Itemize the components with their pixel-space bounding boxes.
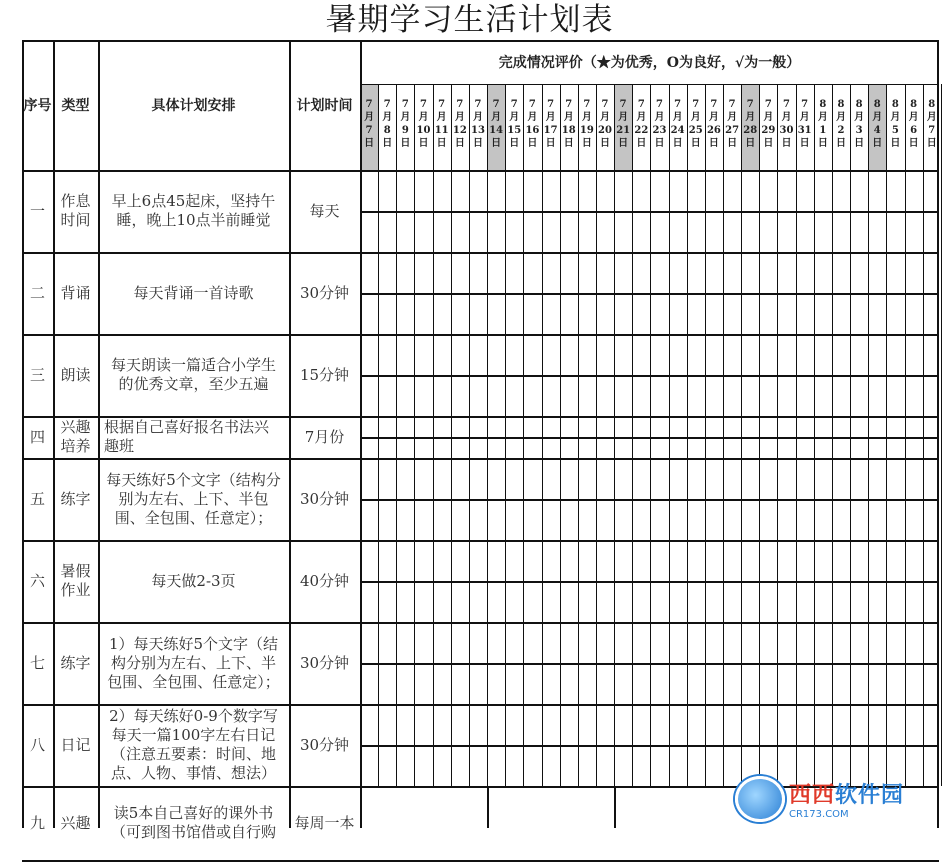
date-month: 7 [565, 99, 573, 110]
date-day: 9 [401, 125, 409, 136]
date-char: 日 [418, 138, 429, 149]
row-border [22, 704, 939, 706]
date-header [886, 84, 904, 170]
date-header [451, 84, 469, 170]
date-char: 月 [418, 112, 429, 123]
date-header [650, 84, 668, 170]
date-char: 日 [545, 138, 556, 149]
date-header [487, 84, 505, 170]
date-header [360, 84, 378, 170]
date-column-border [433, 84, 434, 786]
date-day: 22 [634, 125, 649, 136]
row-time: 每周一本 [294, 813, 355, 832]
date-header [832, 84, 850, 170]
date-day: 7 [928, 125, 936, 136]
row-type: 暑假作业 [60, 562, 91, 599]
date-char: 日 [690, 138, 701, 149]
date-day: 20 [598, 125, 612, 136]
date-char: 日 [436, 138, 447, 149]
date-header [669, 84, 687, 170]
watermark-domain: CR173.COM [789, 809, 849, 820]
date-char: 月 [763, 112, 774, 123]
date-column-border [868, 84, 869, 786]
date-month: 7 [456, 99, 464, 110]
date-month: 7 [365, 99, 373, 110]
date-char: 日 [908, 138, 919, 149]
date-column-border [505, 84, 506, 786]
date-char: 月 [835, 112, 846, 123]
date-char: 月 [727, 112, 738, 123]
date-char: 月 [636, 112, 647, 123]
date-char: 日 [745, 138, 756, 149]
date-char: 月 [708, 112, 719, 123]
date-column-border [523, 84, 524, 786]
date-day: 7 [365, 125, 373, 136]
row-time: 15分钟 [299, 365, 350, 384]
date-day: 25 [688, 125, 703, 136]
row-border [22, 252, 939, 254]
date-header [759, 84, 777, 170]
row-time: 30分钟 [299, 653, 350, 672]
date-column-border [796, 84, 797, 786]
row-border [22, 622, 939, 624]
date-char: 月 [690, 112, 701, 123]
date-header [814, 84, 832, 170]
date-char: 日 [618, 138, 629, 149]
date-column-border [560, 84, 561, 786]
date-char: 日 [563, 138, 574, 149]
row-seq: 五 [29, 489, 45, 508]
date-month: 7 [674, 99, 682, 110]
date-month: 7 [746, 99, 754, 110]
row-type: 兴趣培养 [60, 418, 91, 455]
date-header [578, 84, 596, 170]
date-char: 日 [472, 138, 483, 149]
date-month: 8 [873, 99, 881, 110]
date-day: 16 [525, 125, 540, 136]
date-month: 7 [492, 99, 500, 110]
date-header [560, 84, 578, 170]
date-header [596, 84, 614, 170]
date-column-border [650, 84, 651, 786]
date-char: 月 [817, 112, 828, 123]
date-day: 5 [891, 125, 899, 136]
date-month: 7 [764, 99, 772, 110]
date-char: 月 [454, 112, 465, 123]
row-seq: 四 [29, 427, 45, 446]
date-day: 4 [873, 125, 881, 136]
date-char: 月 [654, 112, 665, 123]
date-column-border [705, 84, 706, 786]
date-header [777, 84, 795, 170]
date-day: 31 [797, 125, 812, 136]
date-day: 28 [743, 125, 758, 136]
row-plan: 1）每天练好5个文字（结构分别为左右、上下、半包围、全包围、任意定）； [107, 634, 280, 691]
date-month: 7 [438, 99, 446, 110]
watermark [735, 775, 935, 823]
date-day: 26 [706, 125, 721, 136]
date-day: 1 [819, 125, 827, 136]
row-plan: 根据自己喜好报名书法兴趣班 [104, 418, 270, 455]
row-time: 30分钟 [299, 283, 350, 302]
date-header [414, 84, 432, 170]
date-header [542, 84, 560, 170]
date-char: 月 [745, 112, 756, 123]
date-char: 日 [890, 138, 901, 149]
date-day: 13 [471, 125, 485, 136]
date-day: 18 [561, 125, 576, 136]
date-char: 月 [563, 112, 574, 123]
header-seq: 序号 [23, 98, 52, 114]
row-seq: 七 [29, 653, 45, 672]
date-char: 日 [799, 138, 810, 149]
row-plan: 读5本自己喜好的课外书（可到图书馆借或自行购 [110, 804, 276, 841]
row-border [22, 540, 939, 542]
date-char: 月 [926, 112, 937, 123]
date-column-border [487, 84, 488, 786]
date-char: 日 [835, 138, 846, 149]
date-char: 月 [436, 112, 447, 123]
date-header [905, 84, 923, 170]
date-header [741, 84, 759, 170]
date-day: 15 [507, 125, 522, 136]
date-column-border [777, 84, 778, 786]
date-month: 7 [692, 99, 700, 110]
row-type: 练字 [60, 489, 91, 508]
date-header [796, 84, 814, 170]
row-plan: 每天做2-3页 [151, 571, 236, 590]
row-seq: 二 [29, 283, 45, 302]
date-header [469, 84, 487, 170]
date-char: 日 [454, 138, 465, 149]
row-border [22, 416, 939, 418]
date-char: 月 [908, 112, 919, 123]
table-right-border [937, 40, 939, 828]
date-char: 日 [382, 138, 393, 149]
date-day: 27 [725, 125, 740, 136]
date-header [614, 84, 632, 170]
date-char: 月 [672, 112, 683, 123]
row-border [22, 458, 939, 460]
date-header [523, 84, 541, 170]
row-seq: 一 [29, 201, 45, 220]
date-header [378, 84, 396, 170]
date-month: 7 [619, 99, 627, 110]
date-char: 月 [890, 112, 901, 123]
date-char: 月 [491, 112, 502, 123]
date-column-border [723, 84, 724, 786]
column-border [360, 40, 362, 828]
date-char: 月 [364, 112, 375, 123]
date-column-border [451, 84, 452, 786]
row-plan: 每天练好5个文字（结构分别为左右、上下、半包围、全包围、任意定）； [106, 470, 281, 527]
row-time: 30分钟 [299, 735, 350, 754]
date-char: 日 [509, 138, 520, 149]
date-month: 7 [783, 99, 790, 110]
date-column-border [923, 84, 924, 786]
date-header [505, 84, 523, 170]
date-column-border [759, 84, 760, 786]
date-month: 8 [855, 99, 863, 110]
page-title: 暑期学习生活计划表 [325, 2, 614, 38]
date-char: 月 [545, 112, 556, 123]
date-day: 19 [579, 125, 594, 136]
week-column-border [614, 786, 616, 828]
row-seq: 九 [29, 813, 45, 832]
date-month: 7 [655, 99, 663, 110]
date-header [632, 84, 650, 170]
date-column-border [632, 84, 633, 786]
date-day: 24 [670, 125, 685, 136]
date-char: 日 [491, 138, 502, 149]
date-column-border [614, 84, 615, 786]
row-border [22, 334, 939, 336]
date-column-border [469, 84, 470, 786]
date-day: 30 [779, 125, 794, 136]
date-month: 7 [547, 99, 555, 110]
header-eval: 完成情况评价（★为优秀，O为良好，√为一般） [498, 55, 801, 71]
row-time: 7月份 [304, 427, 345, 446]
row-type: 兴趣 [60, 813, 91, 832]
table-top-border [22, 40, 939, 42]
date-char: 日 [727, 138, 738, 149]
date-char: 月 [854, 112, 865, 123]
column-border [22, 40, 24, 828]
date-char: 月 [509, 112, 520, 123]
row-type: 作息时间 [60, 192, 91, 229]
date-char: 日 [763, 138, 774, 149]
row-plan: 每天朗读一篇适合小学生的优秀文章，至少五遍 [110, 356, 276, 393]
date-char: 日 [672, 138, 683, 149]
date-char: 日 [600, 138, 610, 149]
date-day: 29 [761, 125, 776, 136]
date-char: 日 [854, 138, 865, 149]
date-column-border [850, 84, 851, 786]
row-time: 每天 [309, 201, 340, 220]
date-day: 21 [616, 125, 631, 136]
date-month: 7 [601, 99, 609, 110]
header-type: 类型 [61, 98, 90, 114]
date-day: 23 [652, 125, 667, 136]
header-time: 计划时间 [296, 98, 353, 114]
date-char: 日 [364, 138, 375, 149]
date-month: 7 [583, 99, 591, 110]
row-seq: 六 [29, 571, 45, 590]
column-border [289, 40, 291, 828]
column-border [53, 40, 55, 828]
date-column-border [886, 84, 887, 786]
date-column-border [596, 84, 597, 786]
date-header [705, 84, 723, 170]
date-month: 8 [819, 99, 827, 110]
date-month: 7 [801, 99, 809, 110]
date-month: 8 [891, 99, 899, 110]
date-char: 月 [872, 112, 883, 123]
date-month: 8 [837, 99, 845, 110]
row-type: 背诵 [60, 283, 91, 302]
date-char: 日 [581, 138, 592, 149]
date-char: 月 [400, 112, 411, 123]
date-month: 7 [401, 99, 409, 110]
date-char: 月 [618, 112, 629, 123]
date-char: 日 [636, 138, 647, 149]
row-border [22, 170, 939, 172]
date-char: 月 [600, 112, 610, 123]
date-header [850, 84, 868, 170]
column-border [98, 40, 100, 828]
date-day: 8 [383, 125, 391, 136]
date-month: 7 [420, 99, 427, 110]
week-column-border [487, 786, 489, 828]
date-column-border [414, 84, 415, 786]
row-plan: 早上6点45起床，坚持午睡，晚上10点半前睡觉 [111, 192, 276, 229]
date-char: 日 [817, 138, 828, 149]
date-char: 月 [781, 112, 792, 123]
date-month: 7 [528, 99, 536, 110]
date-day: 10 [416, 125, 431, 136]
date-column-border [832, 84, 833, 786]
date-column-border [542, 84, 543, 786]
date-char: 月 [527, 112, 538, 123]
date-header [687, 84, 705, 170]
row-type: 日记 [60, 735, 91, 754]
date-day: 12 [452, 125, 467, 136]
date-month: 7 [383, 99, 391, 110]
header-plan: 具体计划安排 [151, 98, 236, 114]
date-column-border [669, 84, 670, 786]
date-day: 11 [434, 125, 449, 136]
watermark-brand: 西西 [789, 783, 836, 808]
date-header [433, 84, 451, 170]
date-month: 7 [710, 99, 718, 110]
row-seq: 八 [29, 735, 45, 754]
row-time: 40分钟 [299, 571, 350, 590]
row-type: 朗读 [60, 365, 91, 384]
row-seq: 三 [29, 365, 45, 384]
date-day: 3 [855, 125, 863, 136]
date-month: 8 [910, 99, 918, 110]
date-day: 17 [543, 125, 558, 136]
row-plan: 每天背诵一首诗歌 [133, 283, 254, 302]
date-char: 月 [581, 112, 592, 123]
date-column-border [578, 84, 579, 786]
row-time: 30分钟 [299, 489, 350, 508]
date-month: 7 [637, 99, 645, 110]
date-column-border [905, 84, 906, 786]
date-char: 日 [527, 138, 538, 149]
date-month: 8 [928, 99, 936, 110]
date-char: 月 [382, 112, 393, 123]
date-header [868, 84, 886, 170]
date-column-border [814, 84, 815, 786]
date-column-border [741, 84, 742, 786]
date-month: 7 [510, 99, 518, 110]
date-char: 日 [781, 138, 792, 149]
date-header [723, 84, 741, 170]
date-column-border [378, 84, 379, 786]
date-month: 7 [474, 99, 482, 110]
row-type: 练字 [60, 653, 91, 672]
date-char: 日 [400, 138, 411, 149]
date-char: 日 [654, 138, 665, 149]
row-plan: 2）每天练好0-9个数字写 每天一篇100字左右日记（注意五要素：时间、地点、人物、事情、想法） [109, 707, 278, 782]
date-header [396, 84, 414, 170]
date-char: 日 [872, 138, 883, 149]
watermark-logo-icon [735, 776, 785, 822]
date-column-border [396, 84, 397, 786]
date-column-border [687, 84, 688, 786]
date-char: 日 [926, 138, 937, 149]
date-char: 月 [799, 112, 810, 123]
date-char: 月 [472, 112, 483, 123]
date-day: 6 [910, 125, 918, 136]
date-day: 14 [489, 125, 504, 136]
date-day: 2 [837, 125, 845, 136]
date-char: 日 [708, 138, 719, 149]
watermark-suffix: 软件园 [835, 783, 905, 808]
date-month: 7 [728, 99, 736, 110]
